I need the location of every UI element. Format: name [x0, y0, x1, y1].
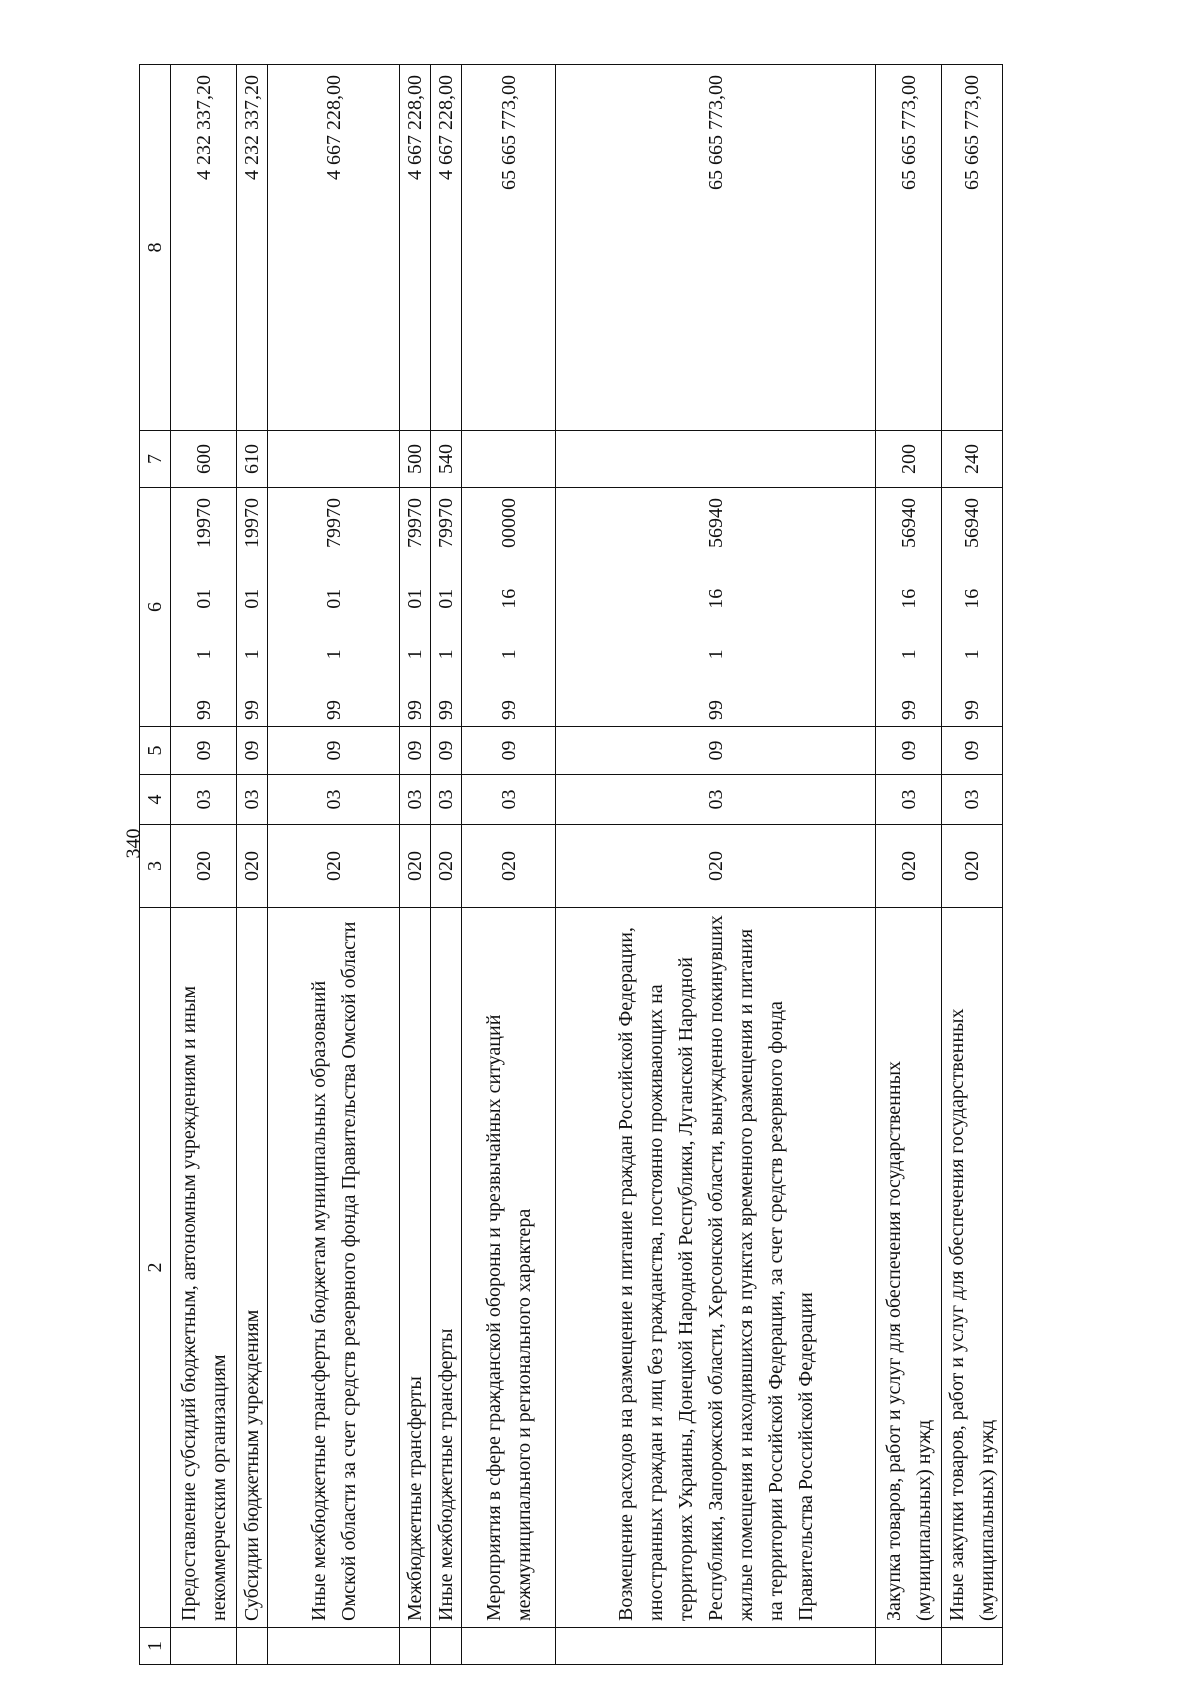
- code-part: 19970: [241, 498, 263, 549]
- table-row: [462, 65, 556, 1665]
- subsection-cell: 09: [400, 727, 431, 775]
- code-part: 56940: [961, 498, 983, 549]
- code-part: 79970: [322, 498, 345, 549]
- subsection-cell: 09: [942, 727, 1003, 775]
- row-number-cell: [237, 1628, 268, 1665]
- amount-cell: 65 665 773,00: [876, 65, 942, 431]
- table-row: [171, 65, 237, 1665]
- expense-type-cell: [462, 431, 556, 488]
- row-number-cell: [400, 1628, 431, 1665]
- code-part: 79970: [435, 498, 457, 549]
- target-article-code: [957, 488, 987, 726]
- target-article-cell: [400, 488, 431, 727]
- code-part: 00000: [497, 498, 520, 549]
- code-part: 16: [497, 588, 520, 609]
- table-row: [942, 65, 1003, 1665]
- section-cell: 03: [171, 775, 237, 825]
- section-cell: 03: [237, 775, 268, 825]
- subsection-cell: 09: [876, 727, 942, 775]
- code-part: 56940: [897, 498, 920, 549]
- row-number-cell: [462, 1628, 556, 1665]
- target-article-cell: [462, 488, 556, 727]
- code-part: 99: [404, 700, 426, 720]
- amount-cell: 4 667 228,00: [400, 65, 431, 431]
- grbs-cell: 020: [171, 825, 237, 908]
- section-cell: 03: [268, 775, 400, 825]
- expense-type-cell: [556, 431, 876, 488]
- section-cell: 03: [876, 775, 942, 825]
- code-part: 19970: [192, 498, 215, 549]
- budget-table-rotated: [139, 65, 1069, 1665]
- code-part: 79970: [404, 498, 426, 549]
- table-row: [400, 65, 431, 1665]
- code-part: 01: [435, 588, 457, 609]
- target-article-code: [237, 488, 267, 726]
- code-part: 1: [961, 649, 983, 660]
- target-article-code: [701, 488, 731, 726]
- description-cell: Межбюджетные трансферты: [400, 908, 431, 1628]
- target-article-code: [319, 488, 349, 726]
- description-cell: Мероприятия в сфере гражданской обороны и чрезвычайных ситуаций межмуниципального и регионального характера: [462, 908, 556, 1628]
- grbs-cell: 020: [462, 825, 556, 908]
- section-cell: 03: [400, 775, 431, 825]
- table-row: [237, 65, 268, 1665]
- target-article-cell: [942, 488, 1003, 727]
- col-header: 3: [140, 825, 171, 908]
- subsection-cell: 09: [462, 727, 556, 775]
- expense-type-cell: 500: [400, 431, 431, 488]
- code-part: 99: [241, 700, 263, 720]
- grbs-cell: 020: [876, 825, 942, 908]
- amount-cell: 65 665 773,00: [462, 65, 556, 431]
- col-header: 6: [140, 488, 171, 727]
- description-cell: Возмещение расходов на размещение и питание граждан Российской Федерации, иностранных граждан и лиц без гражданства, постоянно проживающих на территориях Украины, Донецкой Народной Республики, Луганской Народной Республики, Запорожской области, Херсонской области, вынужденно покинувших жилые помещения и находившихся в пунктах временного размещения и питания на территории Российской Федерации, за счет средств резервного фонда Правительства Российской Федерации: [556, 908, 876, 1628]
- grbs-cell: 020: [400, 825, 431, 908]
- code-part: 1: [241, 649, 263, 660]
- code-part: 99: [322, 700, 345, 720]
- col-header: 8: [140, 65, 171, 431]
- table-row: [556, 65, 876, 1665]
- expense-type-cell: 240: [942, 431, 1003, 488]
- col-header: 4: [140, 775, 171, 825]
- grbs-cell: 020: [556, 825, 876, 908]
- amount-cell: 4 667 228,00: [268, 65, 400, 431]
- target-article-code: [400, 488, 430, 726]
- subsection-cell: 09: [556, 727, 876, 775]
- section-cell: 03: [431, 775, 462, 825]
- section-cell: 03: [556, 775, 876, 825]
- code-part: 16: [961, 588, 983, 609]
- amount-cell: 4 232 337,20: [171, 65, 237, 431]
- target-article-cell: [876, 488, 942, 727]
- code-part: 01: [241, 588, 263, 609]
- table-row: [876, 65, 942, 1665]
- row-number-cell: [171, 1628, 237, 1665]
- section-cell: 03: [462, 775, 556, 825]
- code-part: 1: [404, 649, 426, 660]
- target-article-cell: [171, 488, 237, 727]
- code-part: 99: [435, 700, 457, 720]
- expense-type-cell: [268, 431, 400, 488]
- target-article-code: [189, 488, 219, 726]
- code-part: 99: [192, 700, 215, 720]
- col-header: 7: [140, 431, 171, 488]
- subsection-cell: 09: [268, 727, 400, 775]
- code-part: 1: [435, 649, 457, 660]
- target-article-code: [494, 488, 524, 726]
- row-number-cell: [942, 1628, 1003, 1665]
- grbs-cell: 020: [268, 825, 400, 908]
- col-header: 1: [140, 1628, 171, 1665]
- amount-cell: 4 232 337,20: [237, 65, 268, 431]
- col-header: 5: [140, 727, 171, 775]
- subsection-cell: 09: [237, 727, 268, 775]
- table-row: [431, 65, 462, 1665]
- code-part: 99: [704, 700, 727, 720]
- target-article-cell: [556, 488, 876, 727]
- target-article-cell: [268, 488, 400, 727]
- description-cell: Иные закупки товаров, работ и услуг для обеспечения государственных (муниципальных) нужд: [942, 908, 1003, 1628]
- target-article-code: [431, 488, 461, 726]
- description-cell: Иные межбюджетные трансферты: [431, 908, 462, 1628]
- amount-cell: 65 665 773,00: [942, 65, 1003, 431]
- code-part: 01: [322, 588, 345, 609]
- code-part: 01: [192, 588, 215, 609]
- code-part: 1: [497, 649, 520, 660]
- header-row: [140, 65, 171, 1665]
- code-part: 1: [192, 649, 215, 660]
- row-number-cell: [556, 1628, 876, 1665]
- grbs-cell: 020: [237, 825, 268, 908]
- grbs-cell: 020: [942, 825, 1003, 908]
- code-part: 16: [897, 588, 920, 609]
- expense-type-cell: 540: [431, 431, 462, 488]
- row-number-cell: [876, 1628, 942, 1665]
- target-article-cell: [431, 488, 462, 727]
- amount-cell: 65 665 773,00: [556, 65, 876, 431]
- col-header: 2: [140, 908, 171, 1628]
- expense-type-cell: 610: [237, 431, 268, 488]
- description-cell: Предоставление субсидий бюджетным, автономным учреждениям и иным некоммерческим организациям: [171, 908, 237, 1628]
- table-row: [268, 65, 400, 1665]
- target-article-code: [894, 488, 924, 726]
- code-part: 1: [897, 649, 920, 660]
- code-part: 16: [704, 588, 727, 609]
- subsection-cell: 09: [431, 727, 462, 775]
- page-number: 340: [122, 828, 145, 859]
- code-part: 56940: [704, 498, 727, 549]
- subsection-cell: 09: [171, 727, 237, 775]
- row-number-cell: [268, 1628, 400, 1665]
- table-body: [140, 65, 1003, 1665]
- code-part: 99: [897, 700, 920, 720]
- code-part: 1: [704, 649, 727, 660]
- row-number-cell: [431, 1628, 462, 1665]
- description-cell: Субсидии бюджетным учреждениям: [237, 908, 268, 1628]
- target-article-cell: [237, 488, 268, 727]
- section-cell: 03: [942, 775, 1003, 825]
- grbs-cell: 020: [431, 825, 462, 908]
- expense-type-cell: 600: [171, 431, 237, 488]
- code-part: 01: [404, 588, 426, 609]
- code-part: 1: [322, 649, 345, 660]
- description-cell: Закупка товаров, работ и услуг для обеспечения государственных (муниципальных) нужд: [876, 908, 942, 1628]
- budget-table: [139, 64, 1003, 1665]
- description-cell: Иные межбюджетные трансферты бюджетам муниципальных образований Омской области за счет средств резервного фонда Правительства Омской области: [268, 908, 400, 1628]
- code-part: 99: [961, 700, 983, 720]
- amount-cell: 4 667 228,00: [431, 65, 462, 431]
- code-part: 99: [497, 700, 520, 720]
- expense-type-cell: 200: [876, 431, 942, 488]
